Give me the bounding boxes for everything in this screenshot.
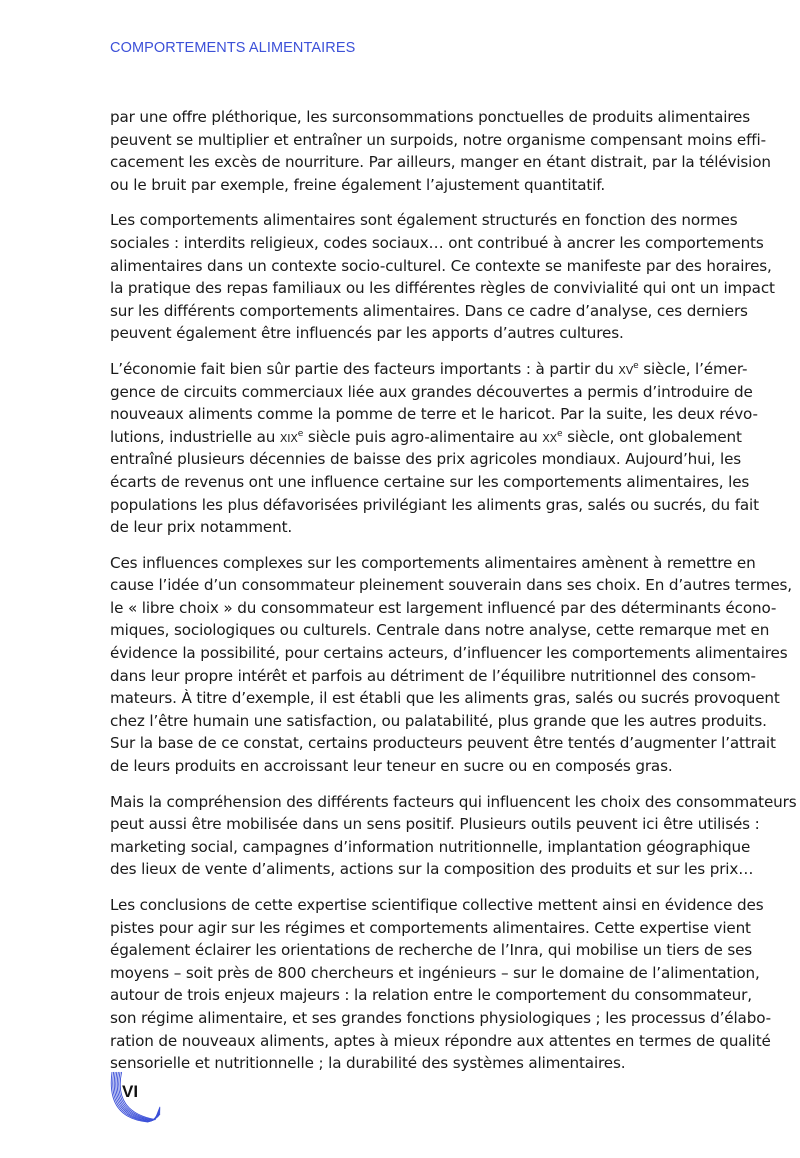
text-line: de leurs produits en accroissant leur teneur en sucre ou en composés gras. [110,757,673,776]
text-line: sur les différents comportements alimentaires. Dans ce cadre d’analyse, ces derniers [110,301,748,320]
superscript: e [633,360,639,371]
text-line: autour de trois enjeux majeurs : la relation entre le comportement du consommateur, [110,986,752,1005]
text-line: dans leur propre intérêt et parfois au détriment de l’équilibre nutritionnel des consom- [110,666,756,685]
text-line: ration de nouveaux aliments, aptes à mieux répondre aux attentes en termes de qualité [110,1031,771,1050]
paragraph [110,358,759,539]
paragraph [110,791,797,881]
superscript: e [557,428,563,439]
century-numeral: xv [618,359,634,378]
text-line: chez l’être humain une satisfaction, ou palatabilité, plus grande que les autres produits. [110,711,767,730]
body-text [110,106,797,1088]
text-line: des lieux de vente d’aliments, actions sur la composition des produits et sur les prix… [110,860,754,879]
text-line: gence de circuits commerciaux liée aux grandes découvertes a permis d’introduire de [110,382,753,401]
text-line: Les comportements alimentaires sont également structurés en fonction des normes [110,211,738,230]
text-segment: siècle, l’émer- [638,359,748,378]
text-line: Les conclusions de cette expertise scientifique collective mettent ainsi en évidence des [110,896,764,914]
text-line: ou le bruit par exemple, freine également l’ajustement quantitatif. [110,175,606,194]
text-line: nouveaux aliments comme la pomme de terre et le haricot. Par la suite, les deux révo- [110,405,758,424]
text-line: le « libre choix » du consommateur est largement influencé par des déterminants écono- [110,598,777,617]
paragraph [110,209,775,345]
text-line: sociales : interdits religieux, codes sociaux… ont contribué à ancrer les comportements [110,233,764,252]
text-line [110,426,742,449]
text-line: Ces influences complexes sur les comportements alimentaires amènent à remettre en [110,553,756,572]
text-line: pistes pour agir sur les régimes et comportements alimentaires. Cette expertise vient [110,918,751,937]
text-line: entraîné plusieurs décennies de baisse des prix agricoles mondiaux. Aujourd’hui, les [110,450,742,469]
text-line: sensorielle et nutritionnelle ; la durabilité des systèmes alimentaires. [110,1054,626,1073]
century-numeral: xix [279,427,298,446]
text-line: son régime alimentaire, et ses grandes fonctions physiologiques ; les processus d’élabo- [110,1008,771,1027]
text-line: écarts de revenus ont une influence certaine sur les comportements alimentaires, les [110,472,750,491]
text-line: mateurs. À titre d’exemple, il est établi que les aliments gras, salés ou sucrés provoquent [110,689,780,708]
text-line: de leur prix notamment. [110,518,293,537]
paragraph [110,106,771,196]
text-line: moyens – soit près de 800 chercheurs et ingénieurs – sur le domaine de l’alimentation, [110,963,760,982]
text-segment: siècle, ont globalement [562,427,742,446]
text-line: la pratique des repas familiaux ou les différentes règles de convivialité qui ont un impact [110,279,775,298]
text-line: peut aussi être mobilisée dans un sens positif. Plusieurs outils peuvent ici être utilisés : [110,815,760,834]
text-segment: siècle puis agro-alimentaire au [303,427,543,446]
text-line: peuvent également être influencés par les apports d’autres cultures. [110,324,624,343]
page-number: VI [122,1082,139,1101]
paragraph [110,552,792,778]
text-line: peuvent se multiplier et entraîner un surpoids, notre organisme compensant moins effi- [110,130,766,149]
text-line: cacement les excès de nourriture. Par ailleurs, manger en étant distrait, par la télévision [110,153,771,172]
text-line: évidence la possibilité, pour certains acteurs, d’influencer les comportements alimentaires [110,644,788,663]
text-line: par une offre pléthorique, les surconsommations ponctuelles de produits alimentaires [110,108,751,126]
text-line: Sur la base de ce constat, certains producteurs peuvent être tentés d’augmenter l’attrait [110,734,776,753]
text-line: populations les plus défavorisées privilégiant les aliments gras, salés ou sucrés, du fait [110,495,759,514]
century-numeral: xx [542,427,558,446]
superscript: e [297,428,304,439]
text-line: également éclairer les orientations de recherche de l’Inra, qui mobilise un tiers de ses [110,941,753,960]
text-segment: L’économie fait bien sûr partie des facteurs importants : à partir du [110,359,619,378]
text-line: cause l’idée d’un consommateur pleinement souverain dans ses choix. En d’autres termes, [110,576,792,595]
text-line: Mais la compréhension des différents facteurs qui influencent les choix des consommateurs [110,792,797,811]
text-line: alimentaires dans un contexte socio-culturel. Ce contexte se manifeste par des horaires, [110,256,772,275]
text-line: marketing social, campagnes d’information nutritionnelle, implantation géographique [110,837,751,856]
running-header: COMPORTEMENTS ALIMENTAIRES [110,40,356,56]
text-line: miques, sociologiques ou culturels. Centrale dans notre analyse, cette remarque met en [110,621,770,640]
text-segment: lutions, industrielle au [110,427,280,446]
text-line [110,358,748,381]
paragraph [110,894,771,1075]
